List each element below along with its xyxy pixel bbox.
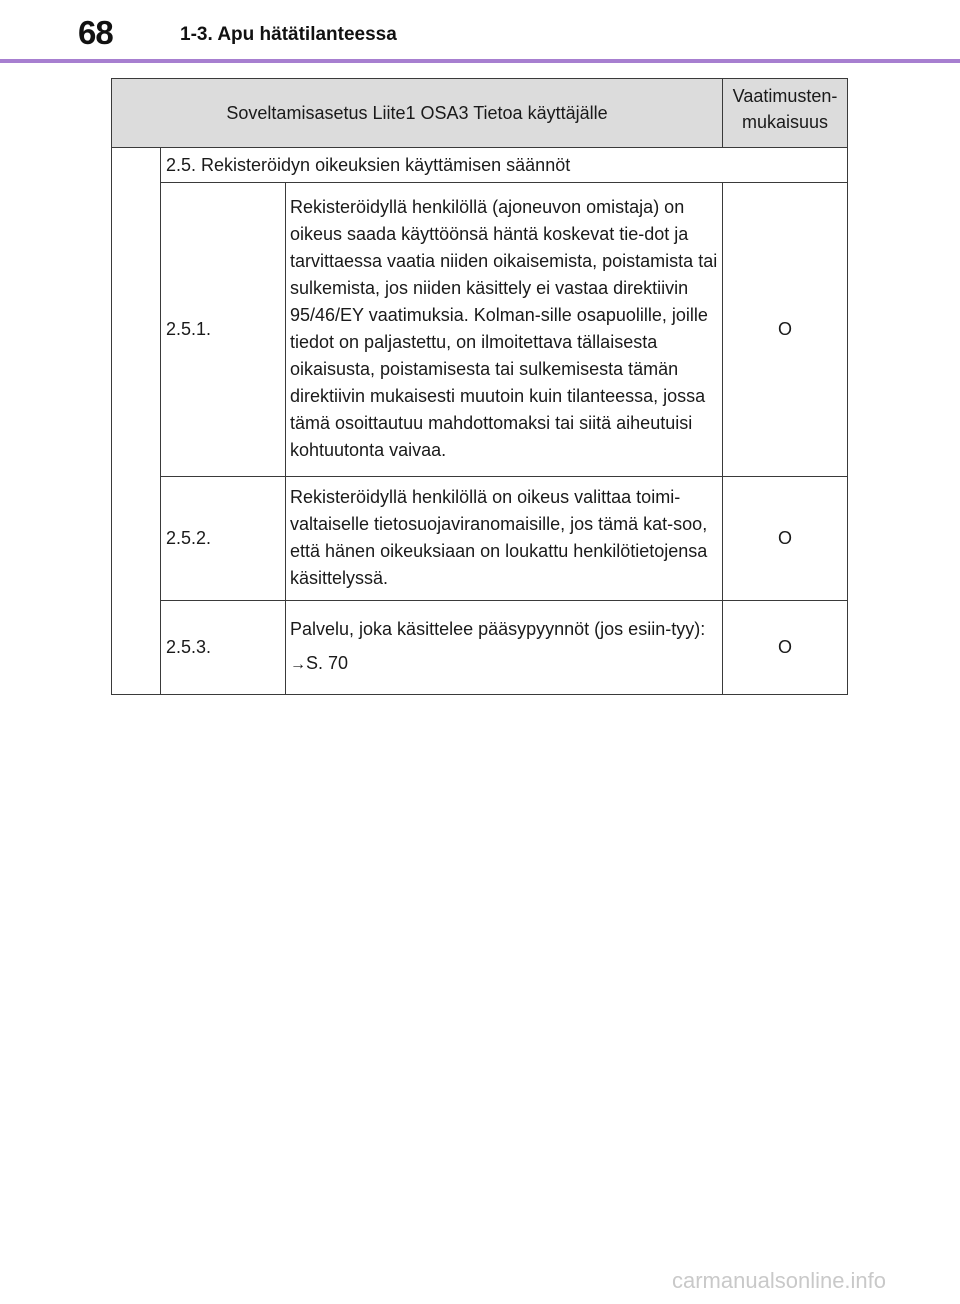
table-subheading-row (112, 148, 848, 183)
row-description: Rekisteröidyllä henkilöllä on oikeus valittaa toimi-valtaiselle tietosuojaviranomaisille, jos tämä kat-soo, että hänen oikeuksiaan on loukattu henkilötietojensa käsittelyssä. (286, 477, 723, 601)
row-description: Rekisteröidyllä henkilöllä (ajoneuvon omistaja) on oikeus saada käyttöönsä häntä koskevat tie-dot ja tarvittaessa vaatia niiden oikaisemista, poistamista tai sulkemista, jos niiden käsittely ei vastaa direktiivin 95/46/EY vaatimuksia. Kolman-sille osapuolille, joille tiedot on paljastettu, on ilmoitettava tällaisesta oikaisusta, poistamisesta tai sulkemisesta tämän direktiivin mukaisesti muutoin kuin tilanteessa, jossa tämä osoittautuu mahdottomaksi tai siitä aiheutuisi kohtuutonta vaivaa. (286, 183, 723, 477)
indent-cell (112, 148, 161, 695)
table-header-row (112, 79, 848, 148)
compliance-table (111, 78, 848, 695)
row-description (286, 601, 723, 695)
arrow-right-icon: → (290, 655, 306, 673)
header-compliance-line2: mukaisuus (742, 112, 829, 132)
row-compliance: O (723, 601, 848, 695)
row-number: 2.5.3. (161, 601, 286, 695)
row-description-text: Palvelu, joka käsittelee pääsypyynnöt (jos esiin-tyy): (290, 618, 706, 639)
row-number: 2.5.1. (161, 183, 286, 477)
table-row (112, 477, 848, 601)
section-title: 1-3. Apu hätätilanteessa (180, 24, 397, 45)
page-number: 68 (78, 14, 113, 51)
header-regulation: Soveltamisasetus Liite1 OSA3 Tietoa käyttäjälle (112, 79, 723, 148)
page-header (0, 0, 960, 64)
header-compliance-line1: Vaatimusten- (732, 86, 838, 106)
header-compliance (723, 79, 848, 148)
page-reference[interactable] (290, 650, 718, 678)
page-reference-text: S. 70 (306, 652, 349, 673)
table-row (112, 601, 848, 695)
watermark: carmanualsonline.info (672, 1268, 887, 1293)
subheading: 2.5. Rekisteröidyn oikeuksien käyttämisen säännöt (161, 148, 848, 183)
header-divider (0, 59, 960, 63)
row-compliance: O (723, 477, 848, 601)
table-row (112, 183, 848, 477)
row-number: 2.5.2. (161, 477, 286, 601)
row-compliance: O (723, 183, 848, 477)
